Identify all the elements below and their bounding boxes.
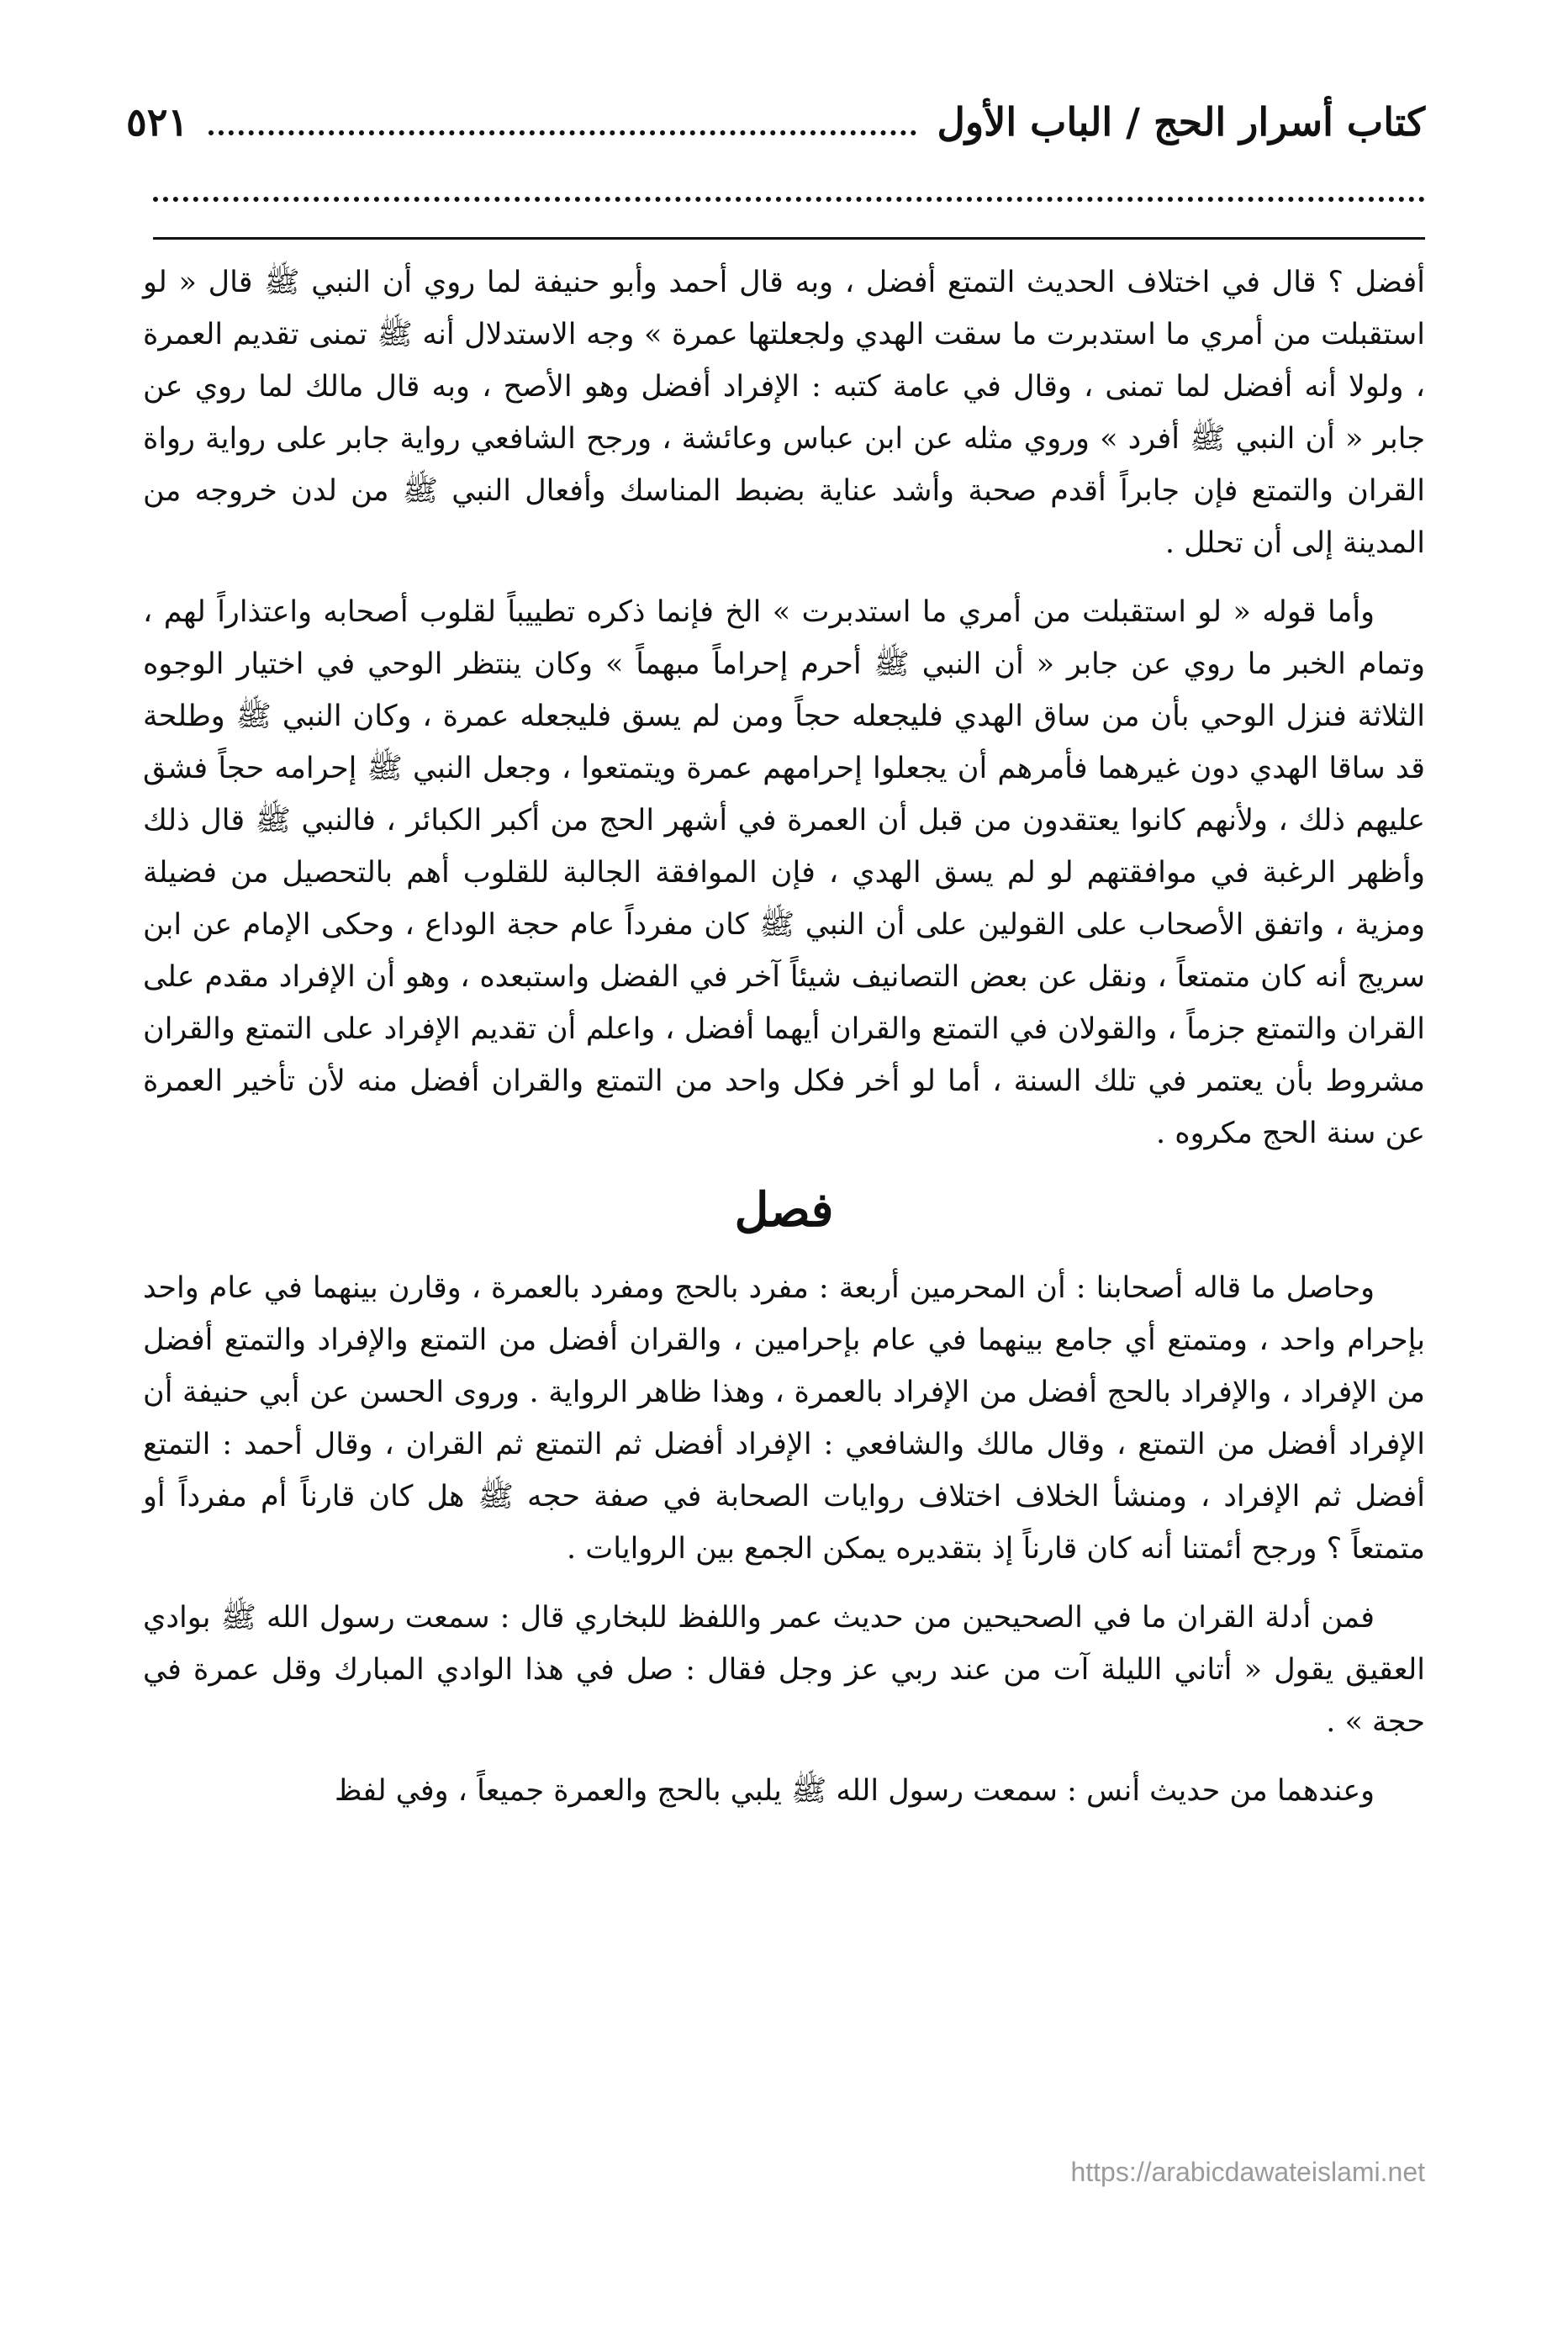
paragraph: وأما قوله « لو استقبلت من أمري ما استدبرت » الخ فإنما ذكره تطييباً لقلوب أصحابه واعتذاراً لهم ، وتمام الخبر ما روي عن جابر « أن النبي ﷺ أحرم إحراماً مبهماً » وكان ينتظر الوحي في اختيار الوجوه الثلاثة فنزل الوحي بأن من ساق الهدي فليجعله حجاً ومن لم يسق فليجعله عمرة ، وكان النبي ﷺ وطلحة قد ساقا الهدي دون غيرهما فأمرهم أن يجعلوا إحرامهم عمرة ويتمتعوا ، وجعل النبي ﷺ إحرامه حجاً فشق عليهم ذلك ، ولأنهم كانوا يعتقدون من قبل أن العمرة في أشهر الحج من أكبر الكبائر ، فالنبي ﷺ قال ذلك وأظهر الرغبة في موافقتهم لو لم يسق الهدي ، فإن الموافقة الجالبة للقلوب أهم بالتحصيل من فضيلة ومزية ، واتفق الأصحاب على القولين على أن النبي ﷺ كان مفرداً عام حجة الوداع ، وحكى الإمام عن ابن سريج أنه كان متمتعاً ، ونقل عن بعض التصانيف شيئاً آخر في الفضل واستبعده ، وهو أن الإفراد مقدم على القران والتمتع جزماً ، والقولان في التمتع والقران أيهما أفضل ، واعلم أن تقديم الإفراد على التمتع والقران مشروط بأن يعتمر في تلك السنة ، أما لو أخر فكل واحد من التمتع والقران أفضل منه لأن تأخير العمرة عن سنة الحج مكروه .: [143, 595, 1425, 1150]
paragraph: وعندهما من حديث أنس : سمعت رسول الله ﷺ يلبي بالحج والعمرة جميعاً ، وفي لفظ: [335, 1774, 1375, 1808]
page-body: [143, 256, 1425, 1834]
header-rule: [153, 237, 1425, 240]
paragraph: أفضل ؟ قال في اختلاف الحديث التمتع أفضل ، وبه قال أحمد وأبو حنيفة لما روي أن النبي ﷺ قال « لو استقبلت من أمري ما استدبرت ما سقت الهدي ولجعلتها عمرة » وجه الاستدلال أنه ﷺ تمنى تقديم العمرة ، ولولا أنه أفضل لما تمنى ، وقال في عامة كتبه : الإفراد أفضل وهو الأصح ، وبه قال مالك لما روي عن جابر « أن النبي ﷺ أفرد » وروي مثله عن ابن عباس وعائشة ، ورجح الشافعي رواية جابر على رواية رواة القران والتمتع فإن جابراً أقدم صحبة وأشد عناية بضبط المناسك وأفعال النبي ﷺ من لدن خروجه من المدينة إلى أن تحلل .: [143, 266, 1425, 560]
running-title: كتاب أسرار الحج / الباب الأول: [937, 99, 1425, 145]
running-head: [126, 88, 1425, 156]
page-number: ٥٢١: [126, 99, 189, 145]
dotted-separator: [153, 197, 1425, 202]
paragraph: وحاصل ما قاله أصحابنا : أن المحرمين أربعة : مفرد بالحج ومفرد بالعمرة ، وقارن بينهما في عام واحد بإحرام واحد ، ومتمتع أي جامع بينهما في عام بإحرامين ، والقران أفضل من التمتع والإفراد والتمتع أفضل من الإفراد ، والإفراد بالحج أفضل من الإفراد بالعمرة ، وهذا ظاهر الرواية . وروى الحسن عن أبي حنيفة أن الإفراد أفضل من التمتع ، وقال مالك والشافعي : الإفراد أفضل ثم التمتع ثم القران ، وقال أحمد : التمتع أفضل ثم الإفراد ، ومنشأ الخلاف اختلاف روايات الصحابة في صفة حجه ﷺ هل كان قارناً أم مفرداً أو متمتعاً ؟ ورجح أئمتنا أنه كان قارناً إذ بتقديره يمكن الجمع بين الروايات .: [143, 1271, 1425, 1566]
section-heading: فصل: [734, 1182, 834, 1238]
leader-dots: [209, 108, 916, 135]
paragraph: فمن أدلة القران ما في الصحيحين من حديث عمر واللفظ للبخاري قال : سمعت رسول الله ﷺ بوادي العقيق يقول « أتاني الليلة آت من عند ربي عز وجل فقال : صل في هذا الوادي المبارك وقل عمرة في حجة » .: [143, 1601, 1425, 1739]
source-watermark: https://arabicdawateislami.net: [1070, 2157, 1425, 2187]
